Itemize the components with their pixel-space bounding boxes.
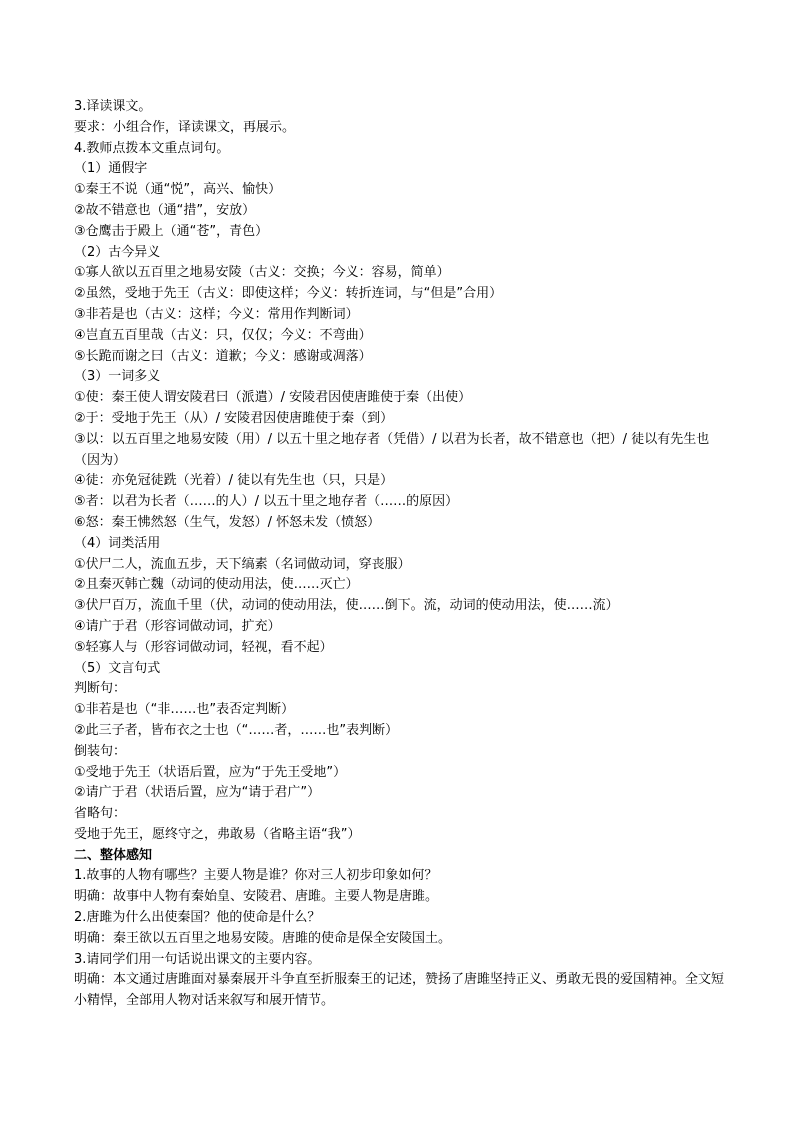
text-line: 受地于先王，愿终守之，弗敢易（省略主语“我”） [74,826,361,842]
text-line: ⑥怒：秦王怫然怒（生气，发怒）/ 怀怒未发（愤怒） [74,514,381,530]
text-line: ④岂直五百里哉（古义：只，仅仅；今义：不弯曲） [74,327,372,343]
text-line: ②于：受地于先王（从）/ 安陵君因使唐雎使于秦（到） [74,410,394,426]
text-line: ①非若是也（“非……也”表否定判断） [74,702,295,718]
text-line: 明确：秦王欲以五百里之地易安陵。唐雎的使命是保全安陵国土。 [74,930,452,946]
text-line: ①受地于先王（状语后置，应为“于先王受地”） [74,764,347,780]
text-line: ⑤者：以君为长者（……的人）/ 以五十里之地存者（……的原因） [74,494,459,510]
text-line: ①秦王不说（通“悦”，高兴、愉快） [74,182,282,198]
text-line: ②故不错意也（通“措”，安放） [74,202,256,218]
text-line: 倒装句： [74,743,127,759]
text-line: 要求：小组合作，译读课文，再展示。 [74,119,296,135]
section-heading: （3）一词多义 [74,369,161,385]
section-heading: （4）词类活用 [74,535,161,551]
text-line: 明确：本文通过唐雎面对暴秦展开斗争直至折服秦王的记述，赞扬了唐雎坚持正义、勇敢无畏的爱国精神。全文短小精悍，全部用人物对话来叙写和展开情节。 [74,972,725,1009]
text-line: 省略句： [74,806,127,822]
text-line: ⑤长跪而谢之曰（古义：道歉；今义：感谢或凋落） [74,348,372,364]
text-line: ③伏尸百万，流血千里（伏，动词的使动用法，使……倒下。流，动词的使动用法，使……流） [74,598,619,614]
text-line: ④徒：亦免冠徒跣（光着）/ 徒以有先生也（只，只是） [74,473,394,489]
section-heading: （5）文言句式 [74,660,161,676]
text-line: 2.唐雎为什么出使秦国？他的使命是什么？ [74,910,321,926]
text-line: 3.译读课文。 [74,99,152,114]
text-line: ③仓鹰击于殿上（通“苍”，青色） [74,223,269,239]
text-line: 明确：故事中人物有秦始皇、安陵君、唐雎。主要人物是唐雎。 [74,889,439,905]
text-line: 4.教师点拨本文重点词句。 [74,140,230,156]
text-line: 判断句： [74,681,127,697]
text-line: 3.请同学们用一句话说出课文的主要内容。 [74,951,321,967]
section-heading: （1）通假字 [74,161,148,177]
text-line: ④请广于君（形容词做动词，扩充） [74,618,281,634]
text-line: ②虽然，受地于先王（古义：即使这样；今义：转折连词，与“但是”合用） [74,286,503,302]
text-line: ①寡人欲以五百里之地易安陵（古义：交换；今义：容易，简单） [74,265,450,281]
section-heading: （2）古今异义 [74,244,161,260]
text-line: ②且秦灭韩亡魏（动词的使动用法，使……灭亡） [74,577,359,593]
text-line: ⑤轻寡人与（形容词做动词，轻视，看不起） [74,639,333,655]
text-line: 1.故事的人物有哪些？主要人物是谁？你对三人初步印象如何？ [74,868,438,884]
text-line: ①伏尸二人，流血五步，天下缟素（名词做动词，穿丧服） [74,556,411,572]
text-line: ③以：以五百里之地易安陵（用）/ 以五十里之地存者（凭借）/ 以君为长者，故不错意也（把）/ 徒以有先生也（因为） [74,431,710,468]
section-title: 二、整体感知 [74,847,153,863]
document-body [74,97,724,1012]
text-line: ②此三子者，皆布衣之士也（“……者，……也”表判断） [74,722,399,738]
text-line: ③非若是也（古义：这样；今义：常用作判断词） [74,306,359,322]
text-line: ①使：秦王使人谓安陵君曰（派遣）/ 安陵君因使唐雎使于秦（出使） [74,390,472,406]
text-line: ②请广于君（状语后置，应为“请于君广”） [74,785,321,801]
